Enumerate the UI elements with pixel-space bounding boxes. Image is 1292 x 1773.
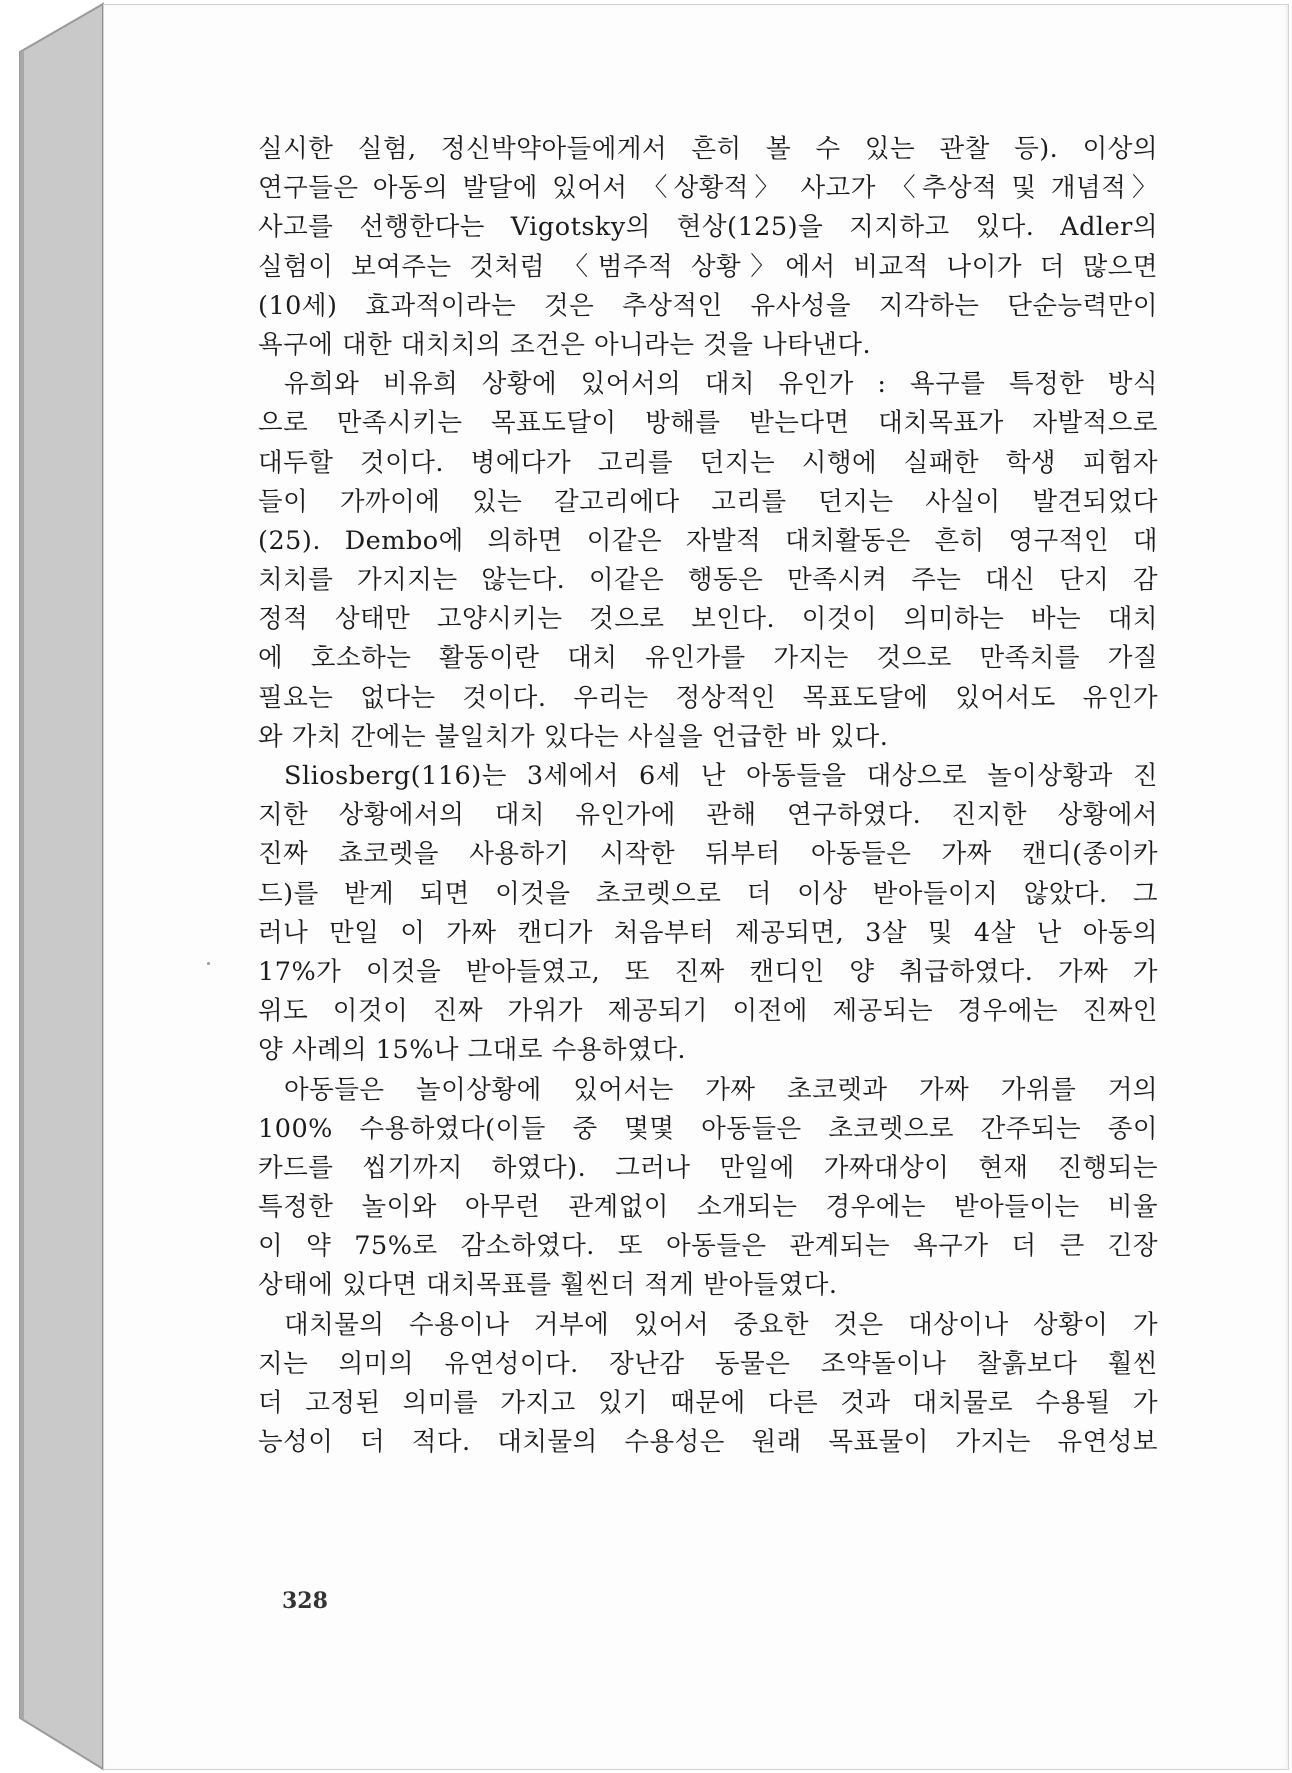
text-line: (25). Dembo에 의하면 이같은 자발적 대치활동은 흔히 영구적인 대: [258, 525, 1158, 556]
text-line: 대두할 것이다. 병에다가 고리를 던지는 시행에 실패한 학생 피험자: [258, 447, 1158, 478]
text-line: Sliosberg(116)는 3세에서 6세 난 아동들을 대상으로 놀이상황과 진: [284, 761, 1158, 791]
text-line: 욕구에 대한 대치치의 조건은 아니라는 것을 나타낸다.: [258, 329, 872, 360]
text-line: 100% 수용하였다(이들 중 몇몇 아동들은 초코렛으로 간주되는 종이: [258, 1113, 1158, 1144]
page-number: 328: [282, 1588, 328, 1614]
text-line: 실험이 보여주는 것처럼 〈범주적 상황〉에서 비교적 나이가 더 많으면: [258, 251, 1158, 282]
paper-speck: [207, 962, 210, 965]
text-line: 와 가치 간에는 불일치가 있다는 사실을 언급한 바 있다.: [258, 721, 889, 752]
text-line: 사고를 선행한다는 Vigotsky의 현상(125)을 지지하고 있다. Adler의: [258, 212, 1158, 243]
text-line: 러나 만일 이 가짜 캔디가 처음부터 제공되면, 3살 및 4살 난 아동의: [258, 917, 1158, 948]
text-line: 연구들은 아동의 발달에 있어서 〈상황적〉 사고가 〈추상적 및 개념적〉: [258, 173, 1158, 204]
text-line: 지한 상황에서의 대치 유인가에 관해 연구하였다. 진지한 상황에서: [258, 800, 1158, 831]
text-line: 에 호소하는 활동이란 대치 유인가를 가지는 것으로 만족치를 가질: [258, 643, 1158, 674]
page-body-text: [258, 130, 1158, 1462]
text-line: 지는 의미의 유연성이다. 장난감 동물은 조약돌이나 찰흙보다 훨씬: [258, 1348, 1158, 1379]
text-line: 능성이 더 적다. 대치물의 수용성은 원래 목표물이 가지는 유연성보: [258, 1427, 1158, 1458]
text-line: 필요는 없다는 것이다. 우리는 정상적인 목표도달에 있어서도 유인가: [258, 682, 1158, 713]
text-line: (10세) 효과적이라는 것은 추상적인 유사성을 지각하는 단순능력만이: [258, 290, 1158, 321]
text-line: 실시한 실험, 정신박약아들에게서 흔히 볼 수 있는 관찰 등). 이상의: [258, 134, 1158, 164]
text-line: 이 약 75%로 감소하였다. 또 아동들은 관계되는 욕구가 더 큰 긴장: [258, 1231, 1158, 1262]
text-line: 아동들은 놀이상황에 있어서는 가짜 초코렛과 가짜 가위를 거의: [284, 1074, 1158, 1105]
text-line: 위도 이것이 진짜 가위가 제공되기 이전에 제공되는 경우에는 진짜인: [258, 996, 1158, 1027]
text-line: 유희와 비유희 상황에 있어서의 대치 유인가 : 욕구를 특정한 방식: [284, 369, 1158, 400]
text-line: 들이 가까이에 있는 갈고리에다 고리를 던지는 사실이 발견되었다: [258, 486, 1158, 517]
text-line: 상태에 있다면 대치목표를 훨씬더 적게 받아들였다.: [258, 1270, 838, 1301]
text-line: 더 고정된 의미를 가지고 있기 때문에 다른 것과 대치물로 수용될 가: [258, 1388, 1158, 1418]
text-line: 카드를 씹기까지 하였다). 그러나 만일에 가짜대상이 현재 진행되는: [258, 1152, 1158, 1183]
text-line: 치치를 가지지는 않는다. 이같은 행동은 만족시켜 주는 대신 단지 감: [258, 565, 1158, 596]
text-line: 진짜 쵸코렛을 사용하기 시작한 뒤부터 아동들은 가짜 캔디(종이카: [258, 839, 1158, 870]
text-line: 특정한 놀이와 아무런 관계없이 소개되는 경우에는 받아들이는 비율: [258, 1192, 1158, 1223]
text-line: 드)를 받게 되면 이것을 초코렛으로 더 이상 받아들이지 않았다. 그: [258, 878, 1158, 909]
text-line: 정적 상태만 고양시키는 것으로 보인다. 이것이 의미하는 바는 대치: [258, 604, 1158, 635]
text-line: 대치물의 수용이나 거부에 있어서 중요한 것은 대상이나 상황이 가: [284, 1309, 1158, 1340]
text-line: 양 사례의 15%나 그대로 수용하였다.: [258, 1035, 686, 1066]
text-line: 으로 만족시키는 목표도달이 방해를 받는다면 대치목표가 자발적으로: [258, 408, 1158, 439]
text-line: 17%가 이것을 받아들였고, 또 진짜 캔디인 양 취급하였다. 가짜 가: [258, 956, 1158, 987]
